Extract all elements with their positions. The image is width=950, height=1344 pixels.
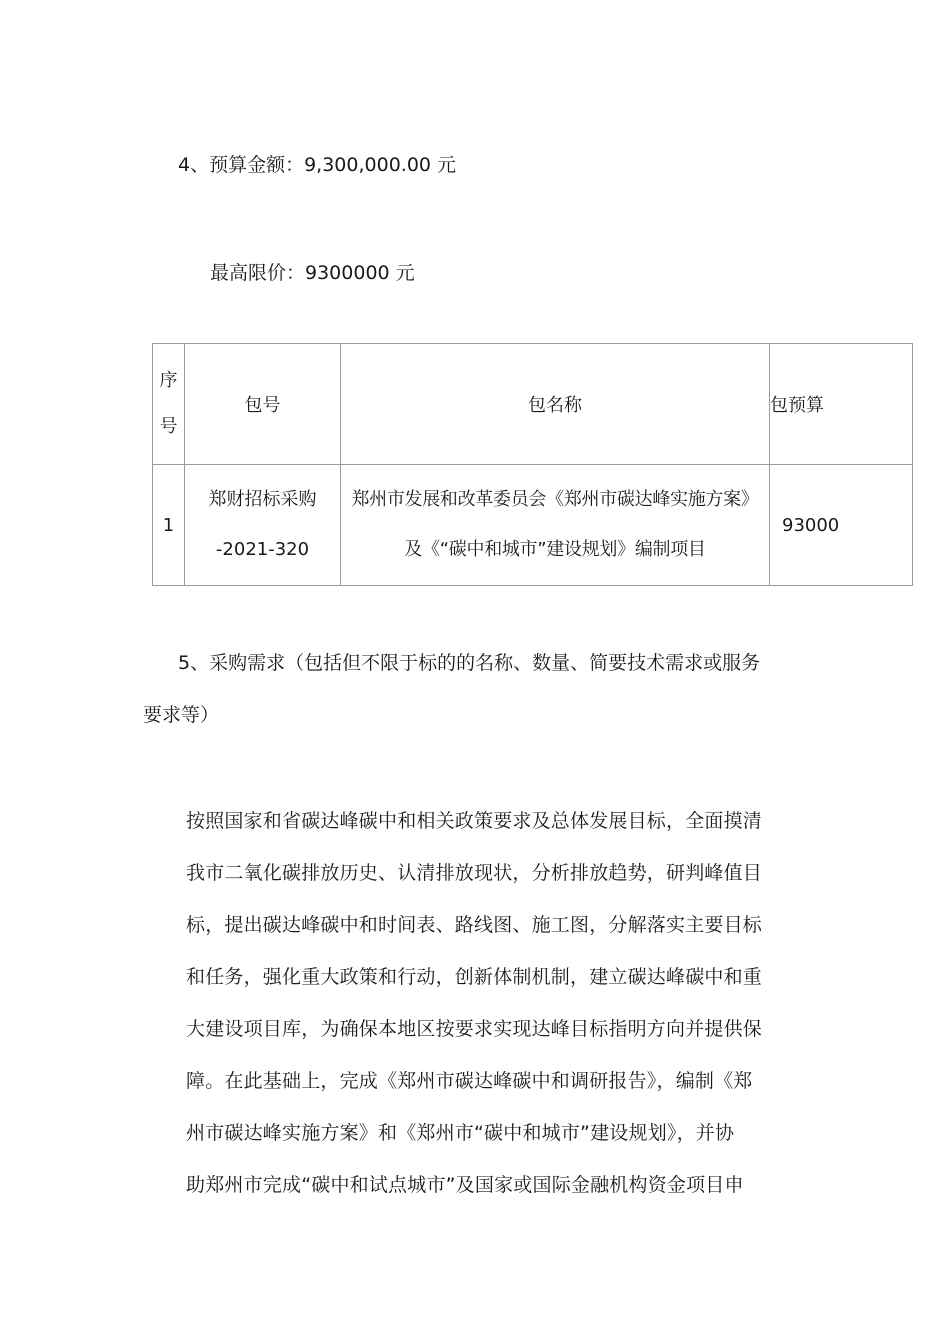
package-table-container [152,343,840,588]
budget-amount-line: 4、预算金额：9,300,000.00 元 [178,154,457,176]
header-package-budget: 包预算 [770,344,913,465]
paragraph-line: 和任务，强化重大政策和行动，创新体制机制，建立碳达峰碳中和重 [186,966,763,988]
row-package-no [185,465,341,586]
row-package-name-line1: 郑州市发展和改革委员会《郑州市碳达峰实施方案》 [351,489,759,510]
header-seq [153,344,185,465]
table-header-row [153,344,913,465]
table-row [153,465,913,586]
row-package-no-line2: -2021-320 [215,539,310,560]
row-package-no-line1: 郑财招标采购 [208,489,317,510]
paragraph-line: 标，提出碳达峰碳中和时间表、路线图、施工图，分解落实主要目标 [186,914,763,936]
paragraph-line: 大建设项目库，为确保本地区按要求实现达峰目标指明方向并提供保 [186,1018,763,1040]
header-package-no: 包号 [185,344,341,465]
header-seq-line2: 号 [159,416,178,437]
paragraph-line: 按照国家和省碳达峰碳中和相关政策要求及总体发展目标，全面摸清 [186,810,763,832]
paragraph-line: 障。在此基础上，完成《郑州市碳达峰碳中和调研报告》，编制《郑 [186,1070,753,1092]
row-seq: 1 [153,465,185,586]
paragraph-line: 我市二氧化碳排放历史、认清排放现状，分析排放趋势，研判峰值目 [186,862,763,884]
requirement-heading-line2: 要求等） [143,704,220,726]
row-package-budget: 93000 [770,465,913,586]
paragraph-line: 助郑州市完成“碳中和试点城市”及国家或国际金融机构资金项目申 [186,1174,744,1196]
requirement-heading-line1: 5、采购需求（包括但不限于标的的名称、数量、简要技术需求或服务 [178,652,761,674]
header-seq-line1: 序 [159,370,178,391]
row-package-name-line2: 及《“碳中和城市”建设规划》编制项目 [404,539,706,560]
paragraph-line: 州市碳达峰实施方案》和《郑州市“碳中和城市”建设规划》，并协 [186,1122,735,1144]
package-table [152,343,913,586]
max-price-line: 最高限价：9300000 元 [210,262,415,284]
requirement-paragraph [186,795,766,1211]
header-package-name: 包名称 [341,344,770,465]
row-package-name [341,465,770,586]
